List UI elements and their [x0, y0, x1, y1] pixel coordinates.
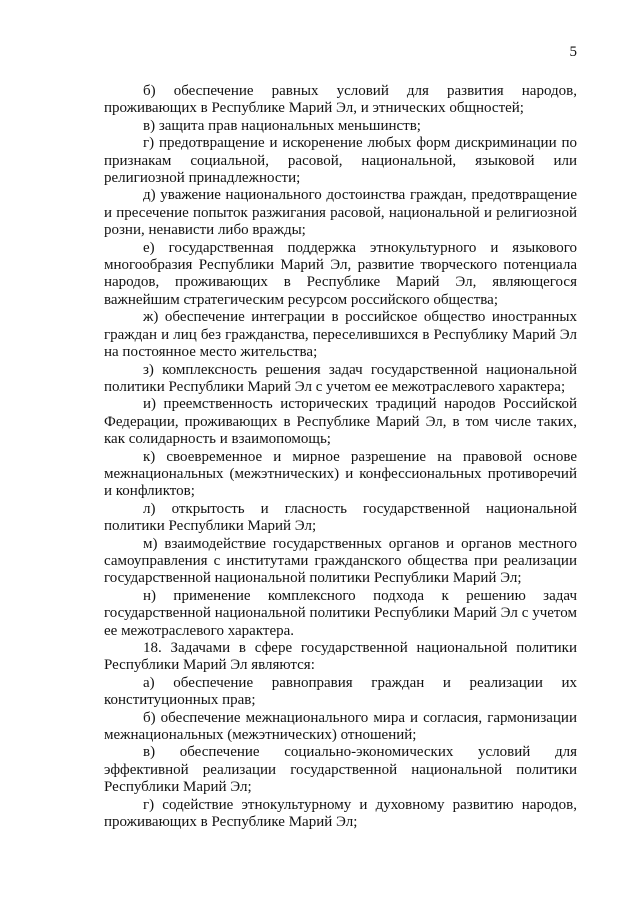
paragraph-b-interethnic-peace: б) обеспечение межнационального мира и согласия, гармонизации межнациональных (межэтнических) отношений; [104, 709, 577, 744]
page-number: 5 [569, 44, 577, 60]
paragraph-v-socioeconomic-conditions: в) обеспечение социально-экономических условий для эффективной реализации государственной национальной политики Республики Марий Эл; [104, 744, 577, 796]
paragraph-m-interaction: м) взаимодействие государственных органов и органов местного самоуправления с институтами гражданского общества при реализации государственной национальной политики Республики Марий Эл; [104, 535, 577, 587]
paragraph-b-equal-conditions: б) обеспечение равных условий для развития народов, проживающих в Республике Марий Эл, и этнических общностей; [104, 83, 577, 117]
paragraph-g-ethnocultural-development: г) содействие этнокультурному и духовному развитию народов, проживающих в Республике Марий Эл; [104, 796, 577, 831]
paragraph-a-equal-rights: а) обеспечение равноправия граждан и реализации их конституционных прав; [104, 674, 577, 709]
paragraph-n-comprehensive-approach: н) применение комплексного подхода к решению задач государственной национальной политики Республики Марий Эл с учетом ее межотраслевого характера. [104, 587, 577, 639]
paragraph-l-openness: л) открытость и гласность государственной национальной политики Республики Марий Эл; [104, 500, 577, 535]
paragraph-k-conflict-resolution: к) своевременное и мирное разрешение на правовой основе межнациональных (межэтнических) и конфессиональных противоречий и конфликтов; [104, 448, 577, 500]
paragraph-z-complexity: з) комплексность решения задач государственной национальной политики Республики Марий Эл с учетом ее межотраслевого характера; [104, 361, 577, 395]
paragraph-g-anti-discrimination: г) предотвращение и искоренение любых форм дискриминации по признакам социальной, расовой, национальной, языковой или религиозной принадлежности; [104, 135, 577, 187]
paragraph-d-national-dignity: д) уважение национального достоинства граждан, предотвращение и пресечение попыток разжигания расовой, национальной и религиозной розни, ненависти либо вражды; [104, 187, 577, 239]
paragraph-zh-integration: ж) обеспечение интеграции в российское общество иностранных граждан и лиц без гражданства, переселившихся в Республику Марий Эл на постоянное место жительства; [104, 309, 577, 361]
paragraph-i-traditions: и) преемственность исторических традиций народов Российской Федерации, проживающих в Республике Марий Эл, в том числе таких, как солидарность и взаимопомощь; [104, 396, 577, 448]
paragraph-v-minority-rights: в) защита прав национальных меньшинств; [143, 117, 421, 134]
paragraph-e-ethnocultural-support: е) государственная поддержка этнокультурного и языкового многообразия Республики Марий Эл, развитие творческого потенциала народов, проживающих в Республике Марий Эл, являющегося важнейшим стратегическим ресурсом российского общества; [104, 239, 577, 308]
document-body [104, 83, 577, 831]
paragraph-18-tasks-heading: 18. Задачами в сфере государственной национальной политики Республики Марий Эл являются: [104, 640, 577, 674]
